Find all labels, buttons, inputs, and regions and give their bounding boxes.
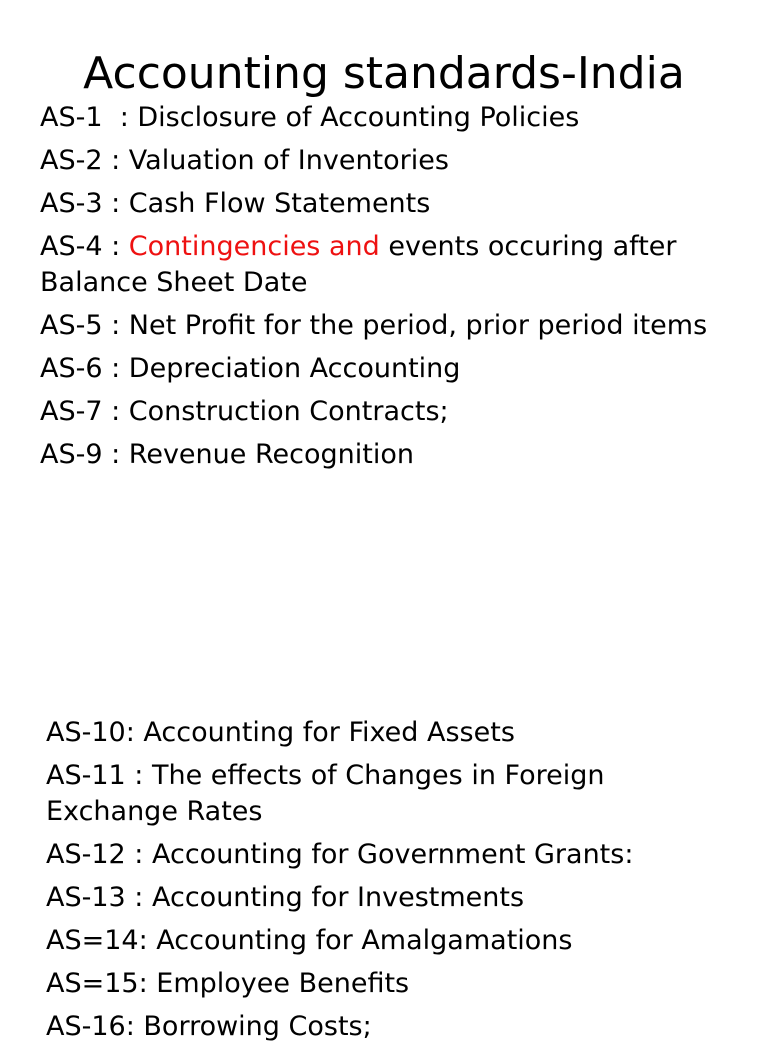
list-item (40, 351, 730, 387)
separator: : (102, 231, 129, 262)
standard-title: Accounting for Amalgamations (156, 925, 573, 956)
list-item (40, 394, 730, 430)
standard-code: AS-1 (40, 102, 103, 133)
standard-code: AS-10 (46, 717, 126, 748)
standard-title: events occuring after Balance Sheet Date (40, 231, 686, 298)
standard-code: AS-6 (40, 353, 103, 384)
standard-title: Depreciation Accounting (128, 353, 461, 384)
list-item (40, 100, 730, 136)
standard-title: Borrowing Costs; (143, 1011, 372, 1042)
standard-title: Revenue Recognition (128, 439, 414, 470)
separator: : (102, 353, 129, 384)
list-item (46, 966, 736, 1002)
standard-code: AS-16 (46, 1011, 126, 1042)
separator: : (102, 188, 129, 219)
standards-list-second (46, 715, 736, 1052)
list-item (46, 1009, 736, 1045)
separator: : (138, 968, 157, 999)
standard-title: Employee Benefits (156, 968, 410, 999)
standard-code: AS-13 (46, 882, 126, 913)
standards-list-first (40, 100, 730, 480)
standard-code: AS-2 (40, 145, 103, 176)
standard-title: Disclosure of Accounting Policies (137, 102, 580, 133)
separator: : (125, 760, 152, 791)
standard-code: AS=15 (46, 968, 139, 999)
separator: : (102, 396, 129, 427)
list-item (40, 186, 730, 222)
list-item (40, 229, 730, 301)
separator: : (125, 882, 152, 913)
separator: : (125, 839, 152, 870)
separator: : (125, 1011, 144, 1042)
standard-code: AS=14 (46, 925, 139, 956)
separator: : (125, 717, 144, 748)
standard-title: Accounting for Investments (151, 882, 525, 913)
standard-code: AS-5 (40, 310, 103, 341)
standard-code: AS-12 (46, 839, 126, 870)
separator: : (102, 310, 129, 341)
standard-title: The effects of Changes in Foreign Exchange Rates (46, 760, 605, 827)
separator: : (102, 145, 129, 176)
list-item (40, 143, 730, 179)
list-item (46, 758, 736, 830)
standard-code: AS-9 (40, 439, 103, 470)
separator: : (102, 439, 129, 470)
list-item (46, 837, 736, 873)
standard-code: AS-7 (40, 396, 103, 427)
standard-title: Valuation of Inventories (128, 145, 449, 176)
list-item (46, 880, 736, 916)
standard-title: Accounting for Fixed Assets (143, 717, 515, 748)
standard-code: AS-4 (40, 231, 103, 262)
standard-title: Accounting for Government Grants: (151, 839, 634, 870)
list-item (40, 437, 730, 473)
list-item (46, 923, 736, 959)
standard-code: AS-11 (46, 760, 126, 791)
standard-title: Cash Flow Statements (128, 188, 431, 219)
list-item (40, 308, 730, 344)
standard-title: Construction Contracts; (128, 396, 449, 427)
highlighted-text: Contingencies and (128, 231, 380, 262)
separator: : (102, 102, 138, 133)
page-title: Accounting standards-India (83, 48, 685, 99)
separator: : (138, 925, 157, 956)
standard-title: Net Profit for the period, prior period items (128, 310, 708, 341)
standard-code: AS-3 (40, 188, 103, 219)
list-item (46, 715, 736, 751)
